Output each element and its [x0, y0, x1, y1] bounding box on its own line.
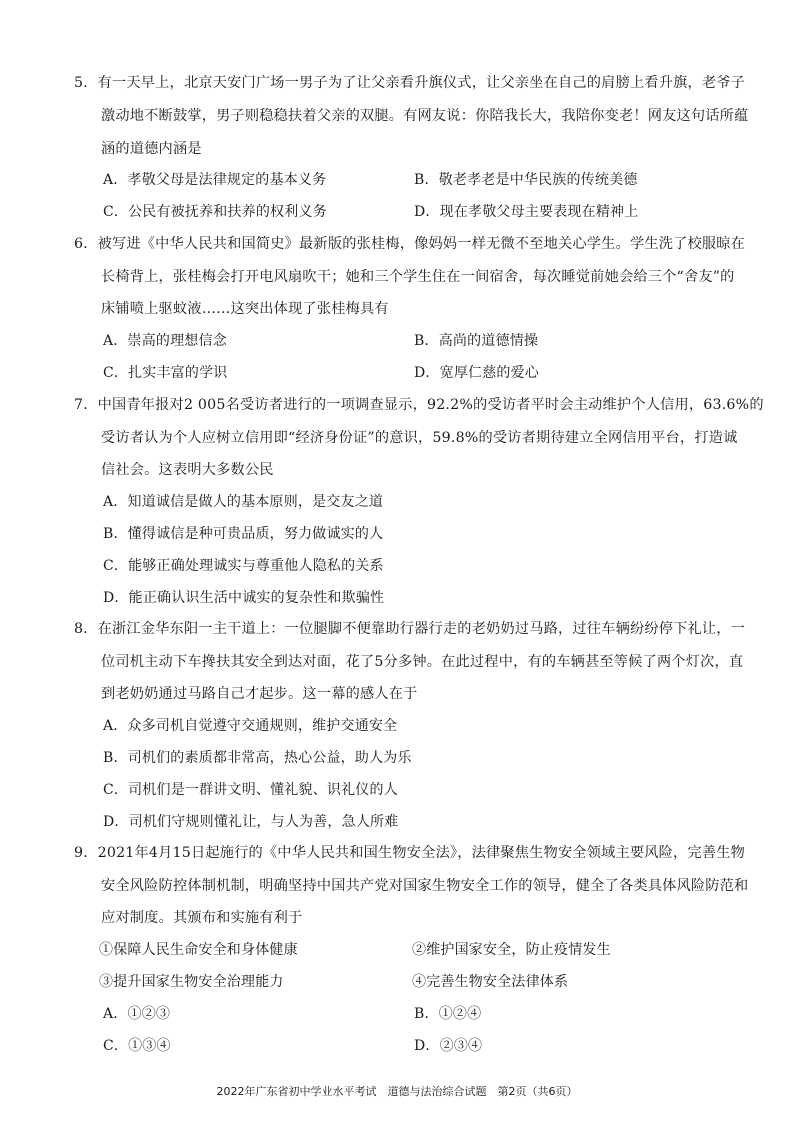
option-a: A．知道诚信是做人的基本原则，是交友之道	[103, 494, 384, 510]
option-b: B．①②④	[414, 1006, 482, 1022]
question-stem-line: 7．中国青年报对2 005名受访者进行的一项调查显示，92.2%的受访者平时会主动维护个人信用，63.6%的	[74, 397, 764, 413]
question-stem-line: 激动地不断鼓掌，男子则稳稳扶着父亲的双腿。有网友说：你陪我长大，我陪你变老！网友这句话所蕴	[101, 108, 749, 124]
question-stem-line: 涵的道德内涵是	[101, 141, 202, 157]
option-c: C．扎实丰富的学识	[103, 365, 228, 381]
option-a: A．崇高的理想信念	[103, 333, 227, 349]
question-stem-line: 应对制度。其颁布和实施有利于	[101, 910, 303, 926]
option-a: A．①②③	[103, 1006, 171, 1022]
question-stem-line: 信社会。这表明大多数公民	[101, 462, 274, 478]
question-stem-line: 位司机主动下车搀扶其安全到达对面，花了5分多钟。在此过程中，有的车辆甚至等候了两个灯次，直	[101, 654, 744, 670]
question-stem-line: 安全风险防控体制机制，明确坚持中国共产党对国家生物安全工作的领导，健全了各类具体风险防范和	[101, 878, 749, 894]
option-d: D．能正确认识生活中诚实的复杂性和欺骗性	[103, 590, 385, 606]
option-d: D．司机们守规则懂礼让，与人为善，急人所难	[103, 814, 399, 830]
option-c: C．能够正确处理诚实与尊重他人隐私的关系	[103, 558, 384, 574]
statement-3: ③提升国家生物安全治理能力	[99, 974, 284, 990]
option-c: C．①③④	[103, 1038, 171, 1054]
option-d: D．现在孝敬父母主要表现在精神上	[414, 204, 639, 220]
question-stem-line: 到老奶奶通过马路自己才起步。这一幕的感人在于	[101, 686, 418, 702]
option-b: B．懂得诚信是种可贵品质，努力做诚实的人	[103, 526, 384, 542]
question-stem-line: 受访者认为个人应树立信用即“经济身份证”的意识，59.8%的受访者期待建立全网信用平台，打造诚	[101, 430, 738, 446]
option-c: C．司机们是一群讲文明、懂礼貌、识礼仪的人	[103, 782, 398, 798]
option-a: A．众多司机自觉遵守交通规则，维护交通安全	[103, 718, 398, 734]
question-stem-line: 长椅背上，张桂梅会打开电风扇吹干；她和三个学生住在一间宿舍，每次睡觉前她会给三个“舍友”的	[101, 269, 735, 285]
question-stem-line: 5．有一天早上，北京天安门广场一男子为了让父亲看升旗仪式，让父亲坐在自己的肩膀上看升旗，老爷子	[74, 75, 746, 91]
statement-2: ②维护国家安全，防止疫情发生	[412, 942, 611, 958]
question-stem-line: 8．在浙江金华东阳一主干道上：一位腿脚不便靠助行器行走的老奶奶过马路，过往车辆纷纷停下礼让，一	[74, 621, 746, 637]
option-b: B．高尚的道德情操	[414, 333, 539, 349]
question-stem-line: 床铺喷上驱蚊液……这突出体现了张桂梅具有	[101, 301, 389, 317]
option-b: B．敬老孝老是中华民族的传统美德	[414, 172, 638, 188]
option-b: B．司机们的素质都非常高，热心公益，助人为乐	[103, 750, 412, 766]
option-d: D．②③④	[414, 1038, 483, 1054]
page-footer: 2022年广东省初中学业水平考试 道德与法治综合试题 第2页（共6页）	[216, 1085, 578, 1098]
statement-1: ①保障人民生命安全和身体健康	[99, 942, 298, 958]
option-c: C．公民有被抚养和扶养的权利义务	[103, 204, 327, 220]
statement-4: ④完善生物安全法律体系	[412, 974, 569, 990]
question-stem-line: 9．2021年4月15日起施行的《中华人民共和国生物安全法》，法律聚焦生物安全领域主要风险，完善生物	[74, 845, 745, 861]
option-d: D．宽厚仁慈的爱心	[414, 365, 540, 381]
question-stem-line: 6．被写进《中华人民共和国简史》最新版的张桂梅，像妈妈一样无微不至地关心学生。学生洗了校服晾在	[74, 236, 746, 252]
option-a: A．孝敬父母是法律规定的基本义务	[103, 172, 327, 188]
